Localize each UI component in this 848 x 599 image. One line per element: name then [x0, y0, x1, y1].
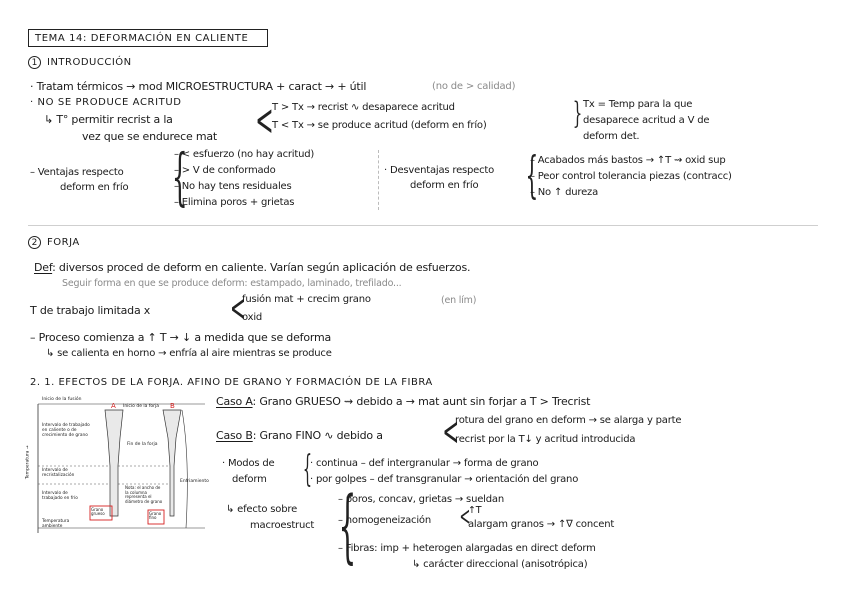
caso-b-text: : Grano FINO ∿ debido a	[252, 429, 383, 442]
label-intervalo-caliente: Intervalo de trabajado en caliente o de crecimiento de grano	[42, 423, 90, 438]
label-intervalo-frio: Intervalo de trabajado en frío	[42, 491, 78, 501]
t-limit: T de trabajo limitada x	[30, 304, 151, 317]
page-title	[28, 29, 268, 47]
efecto-fibras: – Fibras: imp + heterogen alargadas en direct deform	[338, 543, 596, 554]
tx-def-line1: Tx = Temp para la que	[583, 99, 693, 110]
angle-bracket-1: <	[255, 95, 274, 146]
proceso-line1: – Proceso comienza a ↑ T → ↓ a medida que se deforma	[30, 331, 332, 344]
caso-b-line	[216, 430, 383, 441]
def-text: : diversos proced de deform en caliente. Varían según aplicación de esfuerzos.	[52, 261, 471, 274]
tx-def-line3: deform det.	[583, 131, 640, 142]
section-number-2: 2	[28, 236, 41, 249]
label-a: A	[111, 402, 116, 410]
angle-bracket-3: <	[442, 409, 460, 455]
caso-b-label: Caso B	[216, 429, 253, 442]
brace-ventajas: {	[171, 140, 188, 213]
caso-a-label: Caso A	[216, 395, 253, 408]
label-temp-ambiente: Temperatura ambiente	[42, 519, 70, 529]
label-inicio-forja: Inicio de la forja	[123, 404, 160, 409]
ventaja-item: – No hay tens residuales	[174, 181, 292, 192]
efecto-label-1: ↳ efecto sobre	[226, 504, 298, 515]
section-heading-forja: FORJA	[47, 237, 80, 248]
page-title-text: TEMA 14: DEFORMACIÓN EN CALIENTE	[35, 32, 249, 44]
t-option-fusion: fusión mat + crecim grano	[242, 294, 371, 305]
section-separator	[28, 225, 818, 226]
line-tratam-termicos: · Tratam térmicos → mod MICROESTRUCTURA + caract → + útil	[30, 80, 367, 93]
brace-efecto: {	[338, 479, 357, 572]
label-temperatura: Temperatura →	[25, 445, 31, 480]
modo-golpes: · por golpes – def transgranular → orientación del grano	[310, 474, 579, 485]
label-b: B	[170, 402, 175, 410]
angle-bracket-2: <	[229, 286, 246, 330]
caso-b-option-recrist: recrist por la T↓ y acritud introducida	[455, 434, 636, 445]
caso-a-line	[216, 396, 590, 407]
ventaja-item: – Elimina poros + grietas	[174, 197, 295, 208]
efecto-up-t: ↑T	[468, 505, 482, 516]
angle-bracket-4: <	[459, 502, 471, 532]
ventajas-label-1: – Ventajas respecto	[30, 167, 124, 178]
def-label: Def	[34, 261, 53, 274]
column-a	[105, 410, 123, 516]
section-number-1: 1	[28, 56, 41, 69]
efecto-alargam: alargam granos → ↑∇ concent	[468, 519, 615, 530]
def-line	[34, 262, 470, 273]
line-endurece: vez que se endurece mat	[82, 130, 217, 143]
modo-continua: · continua – def intergranular → forma de grano	[310, 458, 539, 469]
modos-label-1: · Modos de	[222, 458, 275, 469]
proceso-line2: ↳ se calienta en horno → enfría al aire mientras se produce	[46, 348, 332, 359]
column-b	[163, 410, 181, 516]
desventajas-label-1: · Desventajas respecto	[384, 165, 495, 176]
desventaja-item: – Acabados más bastos → ↑T ⇝ oxid sup	[530, 155, 726, 166]
tx-def-line2: desaparece acritud a V de	[583, 115, 710, 126]
section21-heading: 2. 1. EFECTOS DE LA FORJA. AFINO DE GRANO Y FORMACIÓN DE LA FIBRA	[30, 377, 433, 388]
modos-label-2: deform	[232, 474, 267, 485]
line-tratam-note: (no de > calidad)	[432, 81, 516, 92]
column-divider	[378, 150, 379, 210]
efecto-label-2: macroestruct	[250, 520, 315, 531]
caso-a-text: : Grano GRUESO ⇝ debido a → mat aunt sin forjar a T > Trecrist	[252, 395, 591, 408]
label-enfriamiento: Enfriamiento	[180, 479, 209, 484]
case-t-less: T < Tx → se produce acritud (deform en frío)	[272, 120, 487, 131]
brace-desventajas: {	[525, 146, 539, 204]
forja-diagram	[25, 397, 209, 538]
efecto-poros: – poros, concav, grietas → sueldan	[338, 494, 504, 505]
cooling-curve	[182, 410, 187, 528]
label-grano-grueso: Grano grueso	[91, 507, 105, 517]
def-note: Seguir forma en que se produce deform: estampado, laminado, trefilado...	[62, 278, 402, 289]
label-inicio-fusion: Inicio de la fusión	[42, 397, 82, 402]
brace-tx: }	[572, 96, 583, 131]
label-nota: Nota: el ancho de la columna representa el diámetro de grano	[125, 485, 163, 504]
efecto-homogeneizacion: – homogeneización	[338, 515, 431, 526]
label-fin-forja: Fin de la forja	[127, 442, 158, 447]
desventaja-item: – No ↑ dureza	[530, 187, 599, 198]
ventaja-item: – < esfuerzo (no hay acritud)	[174, 149, 315, 160]
t-option-oxid: oxid	[242, 312, 263, 323]
ventaja-item: – > V de conformado	[174, 165, 276, 176]
efecto-anisotropica: ↳ carácter direccional (anisotrópica)	[412, 559, 588, 570]
t-option-fusion-note: (en lím)	[441, 295, 477, 306]
brace-modos: {	[302, 449, 313, 490]
line-permitir-recrist: ↳ T° permitir recrist a la	[44, 113, 173, 126]
label-grano-fino: Grano fino	[149, 511, 162, 521]
section-heading-introduccion: INTRODUCCIÓN	[47, 57, 132, 68]
case-t-greater: T > Tx → recrist ∿ desaparece acritud	[272, 102, 455, 113]
line-no-acritud: · NO SE PRODUCE ACRITUD	[30, 97, 182, 108]
ventajas-label-2: deform en frío	[60, 182, 129, 193]
label-intervalo-recrist: Intervalo de recristalización	[42, 468, 75, 478]
caso-b-option-rotura: rotura del grano en deform → se alarga y parte	[455, 415, 682, 426]
desventajas-label-2: deform en frío	[410, 180, 479, 191]
desventaja-item: – Peor control tolerancia piezas (contracc)	[530, 171, 732, 182]
